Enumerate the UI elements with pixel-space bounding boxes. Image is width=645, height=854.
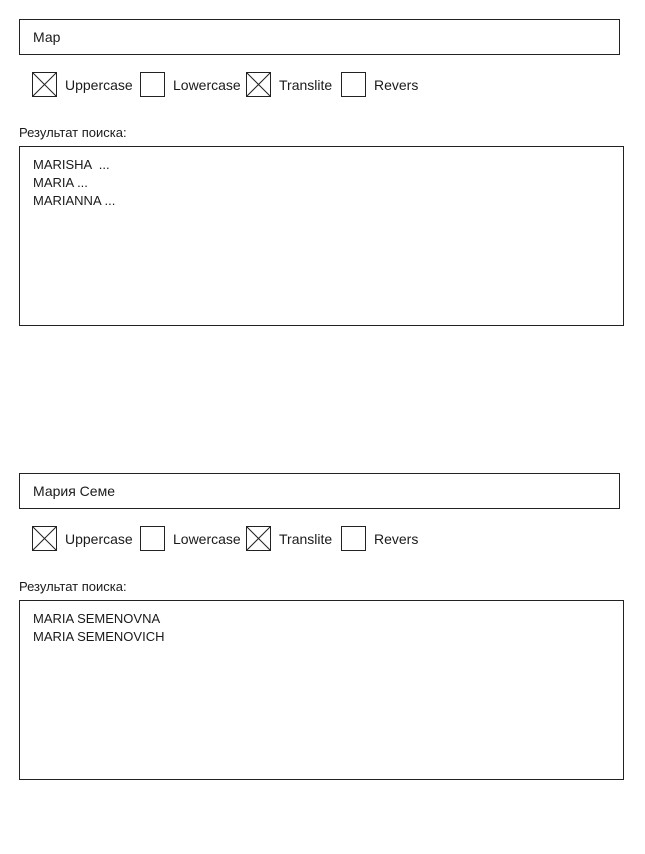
revers-checkbox[interactable] — [341, 72, 366, 97]
option-uppercase[interactable] — [32, 526, 133, 551]
results-list — [19, 146, 624, 326]
search-input[interactable]: Мария Семе — [19, 473, 620, 509]
translite-checkbox[interactable] — [246, 526, 271, 551]
check-x-icon — [33, 527, 56, 550]
result-item[interactable]: MARIA ... — [33, 175, 88, 190]
uppercase-label: Uppercase — [65, 530, 133, 547]
check-x-icon — [247, 73, 270, 96]
option-translite[interactable] — [246, 526, 332, 551]
search-panel-1 — [0, 0, 645, 400]
lowercase-label: Lowercase — [173, 530, 241, 547]
result-item[interactable]: MARIA SEMENOVICH — [33, 629, 165, 644]
option-revers[interactable] — [341, 526, 418, 551]
results-list — [19, 600, 624, 780]
uppercase-label: Uppercase — [65, 76, 133, 93]
search-input[interactable]: Мар — [19, 19, 620, 55]
lowercase-label: Lowercase — [173, 76, 241, 93]
uppercase-checkbox[interactable] — [32, 526, 57, 551]
check-x-icon — [33, 73, 56, 96]
option-revers[interactable] — [341, 72, 418, 97]
option-lowercase[interactable] — [140, 526, 241, 551]
translite-checkbox[interactable] — [246, 72, 271, 97]
option-uppercase[interactable] — [32, 72, 133, 97]
search-panel-2 — [0, 454, 645, 854]
lowercase-checkbox[interactable] — [140, 72, 165, 97]
option-translite[interactable] — [246, 72, 332, 97]
result-item[interactable]: MARISHA ... — [33, 157, 110, 172]
result-item[interactable]: MARIA SEMENOVNA — [33, 611, 161, 626]
translite-label: Translite — [279, 76, 333, 93]
results-heading: Результат поиска: — [19, 125, 127, 140]
check-x-icon — [247, 527, 270, 550]
translite-label: Translite — [279, 530, 333, 547]
revers-label: Revers — [374, 76, 419, 93]
revers-label: Revers — [374, 530, 419, 547]
uppercase-checkbox[interactable] — [32, 72, 57, 97]
result-item[interactable]: MARIANNA ... — [33, 193, 116, 208]
option-lowercase[interactable] — [140, 72, 241, 97]
results-heading: Результат поиска: — [19, 579, 127, 594]
revers-checkbox[interactable] — [341, 526, 366, 551]
lowercase-checkbox[interactable] — [140, 526, 165, 551]
